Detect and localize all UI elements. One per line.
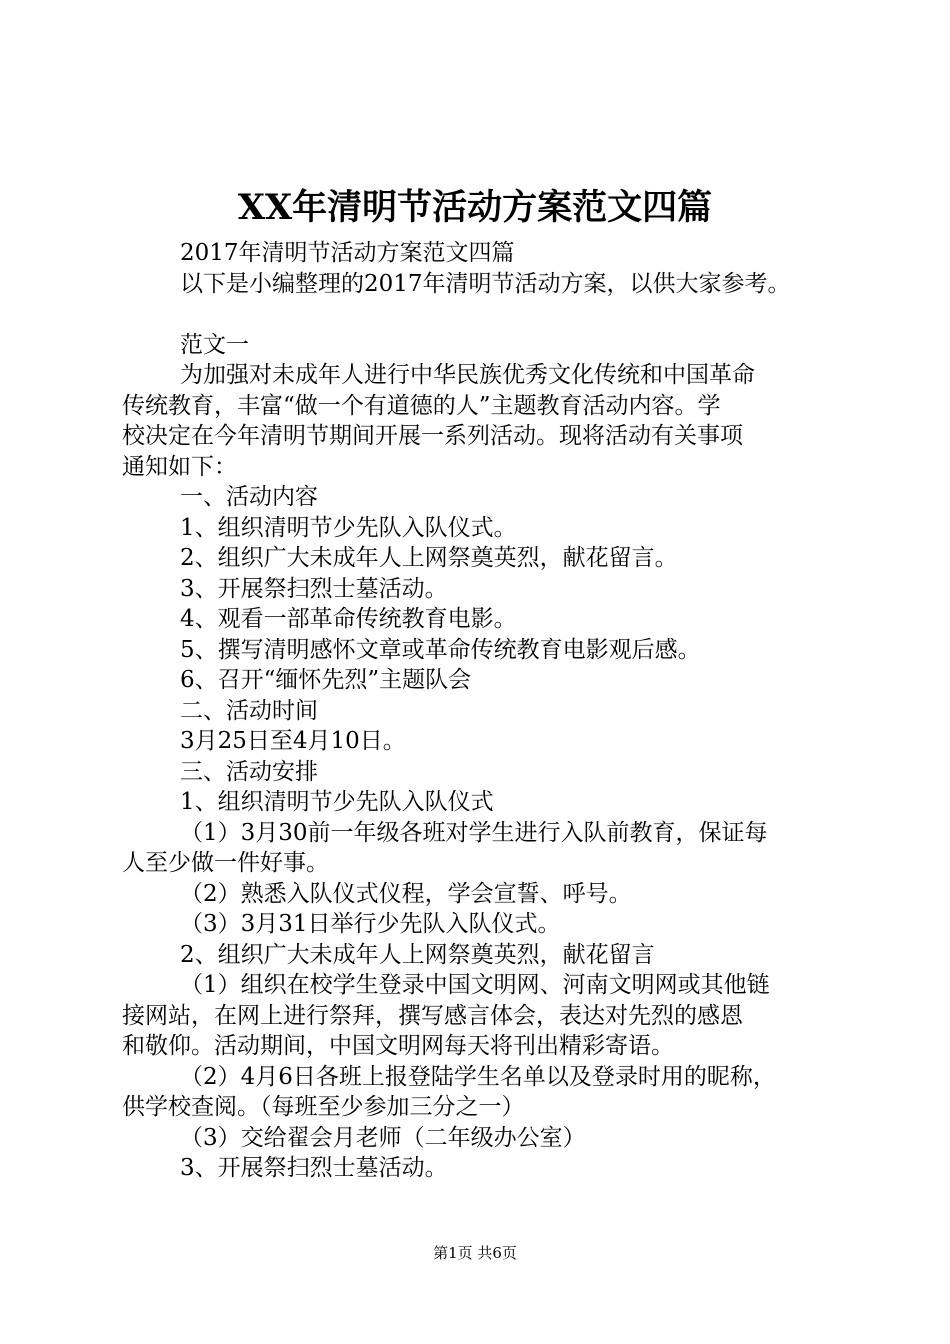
paragraph-line: 3、开展祭扫烈士墓活动。 (180, 1155, 448, 1181)
paragraph-line: （2）4月6日各班上报登陆学生名单以及登录时用的昵称， (180, 1063, 776, 1090)
paragraph-line: 2、组织广大未成年人上网祭奠英烈，献花留言。 (180, 545, 678, 571)
paragraph-line: （3）3月31日举行少先队入队仪式。 (180, 911, 561, 937)
paragraph-line: 2、组织广大未成年人上网祭奠英烈，献花留言 (180, 941, 655, 968)
paragraph-line: 4、观看一部革命传统教育电影。 (180, 606, 517, 632)
paragraph-line: （3）交给翟会月老师（二年级办公室） (180, 1124, 586, 1151)
page-footer: 第1页 共6页 (433, 1244, 517, 1262)
paragraph-line: 6、召开“缅怀先烈”主题队会 (180, 667, 472, 693)
paragraph-line: 和敬仰。活动期间，中国文明网每天将刊出精彩寄语。 (122, 1033, 674, 1059)
paragraph-line: 1、组织清明节少先队入队仪式。 (180, 514, 517, 541)
paragraph-line: 通知如下： (122, 453, 237, 480)
paragraph-line: （1）组织在校学生登录中国文明网、河南文明网或其他链 (180, 972, 770, 998)
paragraph-line: 为加强对未成年人进行中华民族优秀文化传统和中国革命 (180, 362, 755, 388)
paragraph-line: 三、活动安排 (180, 758, 318, 785)
paragraph-line: 3月25日至4月10日。 (180, 728, 406, 754)
paragraph-line: 接网站，在网上进行祭拜，撰写感言体会，表达对先烈的感恩 (122, 1002, 743, 1029)
paragraph-line: 供学校查阅。（每班至少参加三分之一） (122, 1094, 525, 1120)
paragraph-line: 以下是小编整理的2017年清明节活动方案，以供大家参考。 (180, 270, 791, 297)
paragraph-line: 范文一 (180, 331, 249, 358)
paragraph-line: 校决定在今年清明节期间开展一系列活动。现将活动有关事项 (122, 423, 743, 449)
paragraph-line: 二、活动时间 (180, 697, 318, 724)
paragraph-line: 1、组织清明节少先队入队仪式 (180, 789, 494, 815)
document-body (122, 238, 862, 1184)
paragraph-line: 人至少做一件好事。 (122, 850, 329, 876)
paragraph-line: 3、开展祭扫烈士墓活动。 (180, 575, 448, 602)
blank-line (122, 299, 862, 330)
paragraph-line: 传统教育，丰富“做一个有道德的人”主题教育活动内容。学 (122, 392, 721, 419)
paragraph-line: （1）3月30前一年级各班对学生进行入队前教育，保证每 (180, 819, 768, 846)
paragraph-line: 一、活动内容 (180, 484, 318, 510)
paragraph-line: （2）熟悉入队仪式仪程，学会宣誓、呼号。 (180, 880, 632, 907)
paragraph-line: 5、撰写清明感怀文章或革命传统教育电影观后感。 (180, 636, 701, 663)
document-title: XX年清明节活动方案范文四篇 (237, 187, 713, 228)
paragraph-line: 2017年清明节活动方案范文四篇 (180, 240, 515, 266)
